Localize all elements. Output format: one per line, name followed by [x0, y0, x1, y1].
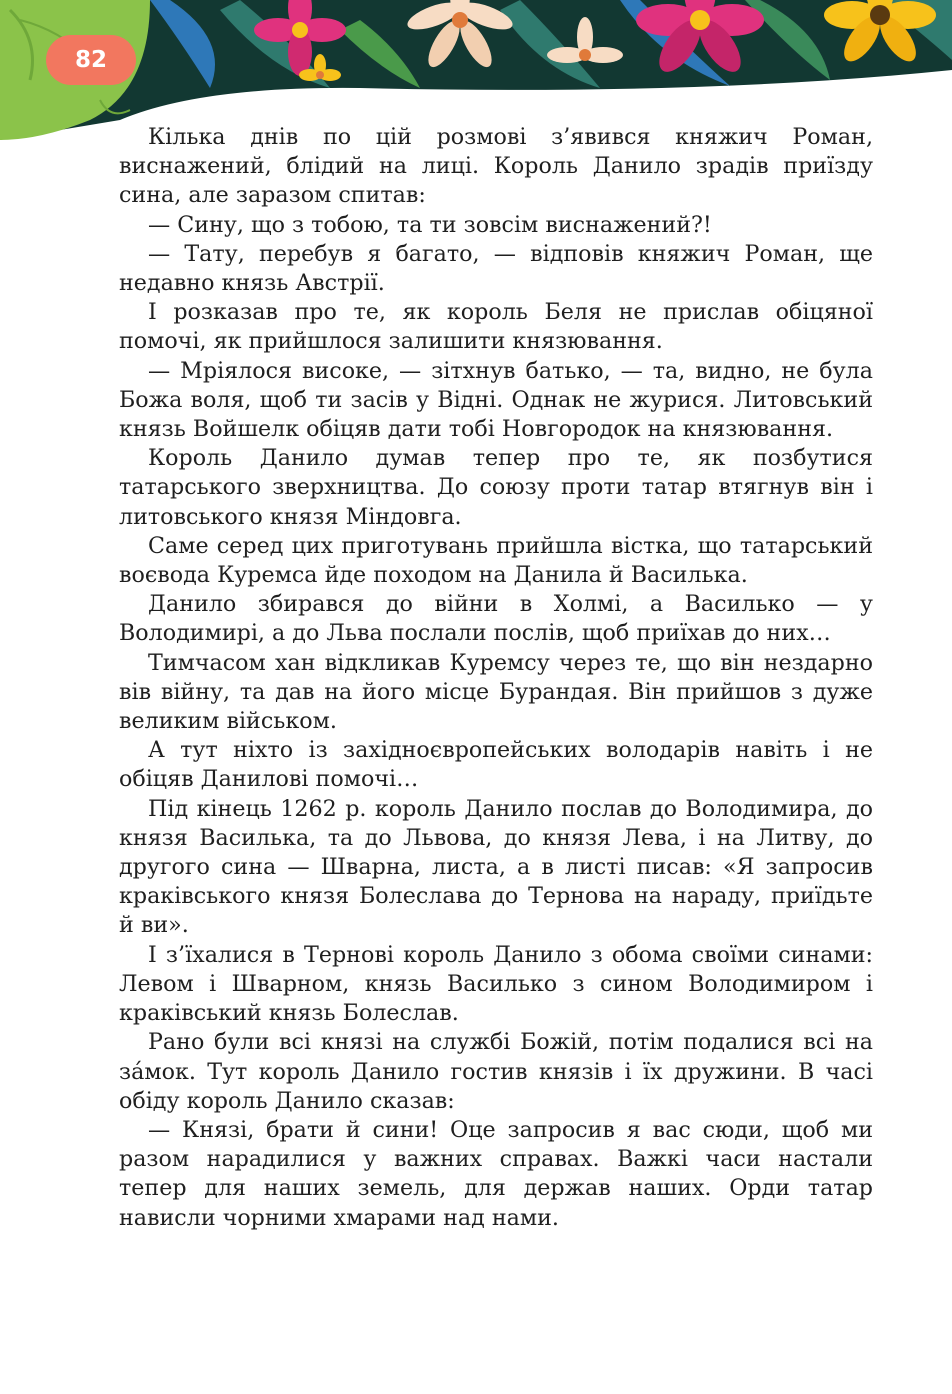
page-number-badge: 82 — [46, 35, 136, 85]
paragraph: Під кінець 1262 р. король Данило послав до Володимира, до князя Василька, та до Львова, до князя Лева, і на Литву, до другого сина — Шварна, листа, а в листі писав: «Я запросив краківського князя Болеслава до Тернова на нараду, приїдьте й ви». — [119, 795, 873, 939]
paragraph: — Мріялося високе, — зітхнув батько, — та, видно, не була Божа воля, щоб ти засів у Відні. Однак не журися. Литовський князь Войшелк обіцяв дати тобі Новгородок на князювання. — [119, 357, 873, 443]
paragraph: Кілька днів по цій розмові з’явився княжич Роман, виснажений, блідий на лиці. Король Данило зрадів приїзду сина, але заразом спитав: — [119, 124, 873, 209]
paragraph: — Князі, брати й сини! Оце запросив я вас сюди, щоб ми разом нарадилися у важних справах. Важкі часи настали тепер для наших земель, для держав наших. Орди татар нависли чорними хмарами над нами. — [119, 1116, 873, 1231]
paragraph: Рано були всі князі на службі Божій, потім подалися всі на за́мок. Тут король Данило гостив князів і їх дружини. В часі обіду король Данило сказав: — [119, 1029, 873, 1114]
paragraph: — Сину, що з тобою, та ти зовсім виснажений?! — [148, 211, 712, 238]
paragraph: Данило збирався до війни в Холмі, а Василько — у Володимирі, а до Льва послали послів, щоб приїхав до них… — [119, 591, 873, 647]
paragraph: Тимчасом хан відкликав Куремсу через те, що він нездарно вів війну, та дав на його місце Бурандая. Він прийшов з дуже великим військом. — [119, 649, 873, 735]
paragraph: Саме серед цих приготувань прийшла вістка, що татарський воєвода Куремса йде походом на Данила й Василька. — [119, 532, 873, 589]
paragraph: — Тату, перебув я багато, — відповів княжич Роман, ще недавно князь Австрії. — [119, 240, 873, 297]
story-text — [119, 123, 873, 1233]
paragraph: І розказав про те, як король Беля не прислав обіцяної помочі, як прийшлося залишити князювання. — [119, 299, 873, 355]
floral-banner — [0, 0, 952, 140]
paragraph: А тут ніхто із західноєвропейських володарів навіть і не обіцяв Данилові помочі… — [119, 737, 873, 793]
floral-banner-illustration — [0, 0, 952, 140]
paragraph: Король Данило думав тепер про те, як позбутися татарського зверхництва. До союзу проти татар втягнув він і литовського князя Міндовга. — [119, 445, 873, 530]
paragraph: І з’їхалися в Тернові король Данило з обома своїми синами: Левом і Шварном, князь Василько з сином Володимиром і краківський князь Болеслав. — [119, 941, 873, 1027]
